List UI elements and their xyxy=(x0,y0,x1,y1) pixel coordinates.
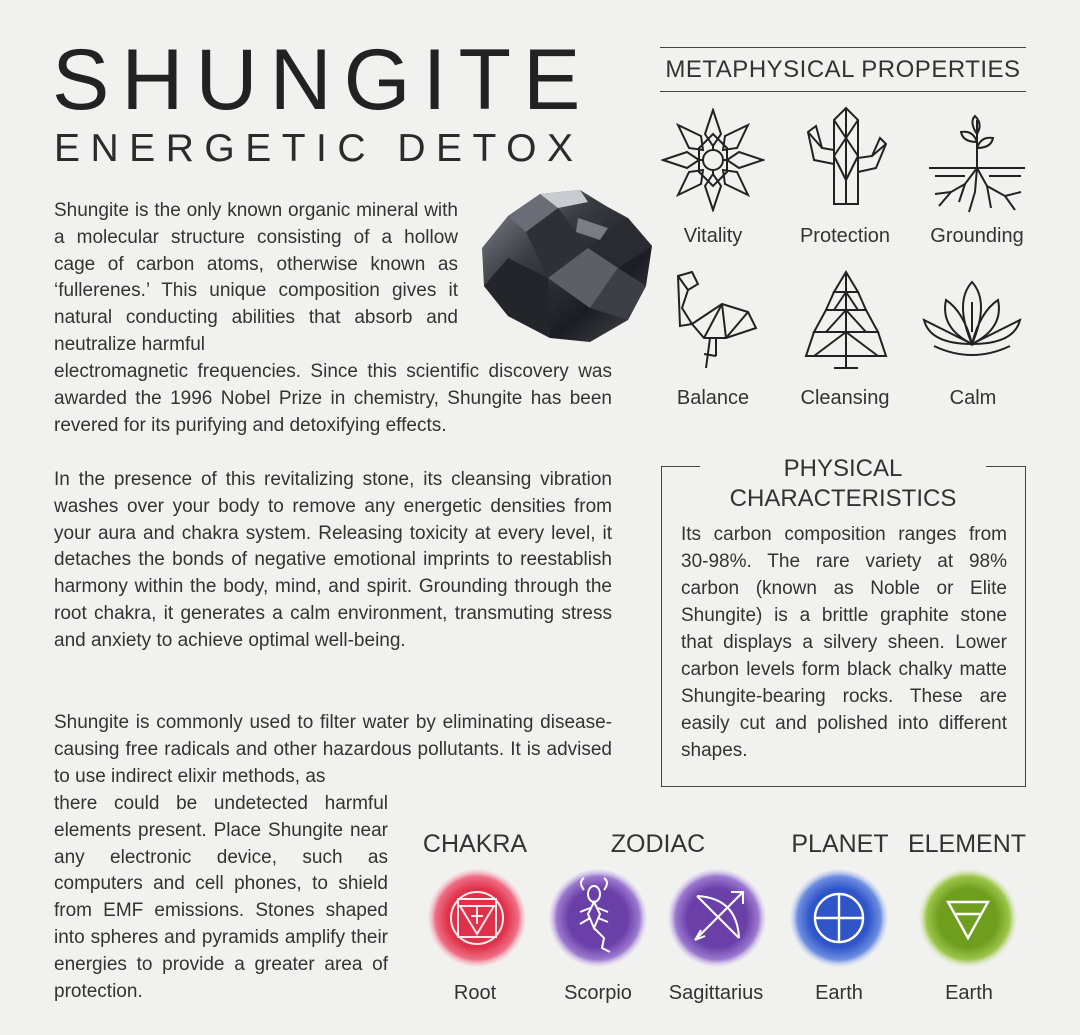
cactus-icon xyxy=(794,104,898,208)
physical-heading-line-2: CHARACTERISTICS xyxy=(729,485,957,512)
page-title: SHUNGITE xyxy=(52,32,593,128)
property-label-balance: Balance xyxy=(676,387,750,409)
earth-planet-icon xyxy=(789,868,889,968)
geometric-tree-icon xyxy=(794,270,898,374)
root-chakra-icon xyxy=(427,868,527,968)
property-label-cleansing: Cleansing xyxy=(800,387,890,409)
physical-heading-line-1: PHYSICAL xyxy=(783,455,903,482)
earth-element-icon xyxy=(918,868,1018,968)
property-label-grounding: Grounding xyxy=(930,225,1024,247)
sprout-roots-icon xyxy=(925,112,1029,216)
physical-characteristics-text: Its carbon composition ranges from 30-98%. The rare variety at 98% carbon (known as Noble or Elite Shungite) is a brittle graphite stone that displays a silvery sheen. Lower carbon levels form black chalky matte Shungite-bearing rocks. These are easily cut and polished into different shapes. xyxy=(681,524,1007,761)
property-label-calm: Calm xyxy=(949,387,997,409)
element-heading: ELEMENT xyxy=(907,830,1027,858)
physical-characteristics-heading xyxy=(700,454,986,514)
chakra-heading: CHAKRA xyxy=(422,830,528,858)
chakra-label-root: Root xyxy=(453,982,497,1004)
page-subtitle: ENERGETIC DETOX xyxy=(54,127,584,170)
intro-paragraph-3-part-1: Shungite is commonly used to filter water by eliminating disease-causing free radicals and other hazardous pollutants. It is advised to use indirect elixir methods, as xyxy=(54,712,612,787)
property-label-protection: Protection xyxy=(799,225,891,247)
property-label-vitality: Vitality xyxy=(683,225,743,247)
scorpio-icon xyxy=(548,868,648,968)
lotus-icon xyxy=(920,272,1024,376)
intro-paragraph-1-part-1: Shungite is the only known organic mineral with a molecular structure consisting of a hollow cage of carbon atoms, otherwise known as ‘fullerenes.’ This unique composition gives it natural conducting abilities that absorb and neutralize harmful xyxy=(54,200,458,355)
planet-label-earth: Earth xyxy=(815,982,863,1004)
zodiac-label-scorpio: Scorpio xyxy=(564,982,632,1004)
flamingo-icon xyxy=(664,268,768,372)
intro-paragraph-2: In the presence of this revitalizing stone, its cleansing vibration washes over your body to remove any energetic densities from your aura and chakra system. Releasing toxicity at every level, it detaches the bonds of negative emotional imprints to reestablish harmony within the body, mind, and spirit. Grounding through the root chakra, it generates a calm environment, transmuting stress and anxiety to achieve optimal well-being. xyxy=(54,469,612,651)
metaphysical-properties-heading: METAPHYSICAL PROPERTIES xyxy=(660,47,1026,92)
intro-paragraph-1-part-2: electromagnetic frequencies. Since this scientific discovery was awarded the 1996 Nobel Prize in chemistry, Shungite has been revered for its purifying and detoxifying effects. xyxy=(54,361,612,436)
intro-paragraph-3-part-2: there could be undetected harmful elements present. Place Shungite near any electronic device, such as computers and cell phones, to shield from EMF emissions. Stones shaped into spheres and pyramids amplify their energies to provide a greater area of protection. xyxy=(54,793,388,1002)
element-label-earth: Earth xyxy=(945,982,993,1004)
sagittarius-icon xyxy=(667,868,767,968)
mandala-flower-icon xyxy=(661,108,765,212)
shungite-stone-image xyxy=(478,188,658,346)
zodiac-heading: ZODIAC xyxy=(610,830,706,858)
zodiac-label-sagittarius: Sagittarius xyxy=(668,982,764,1004)
planet-heading: PLANET xyxy=(791,830,889,858)
